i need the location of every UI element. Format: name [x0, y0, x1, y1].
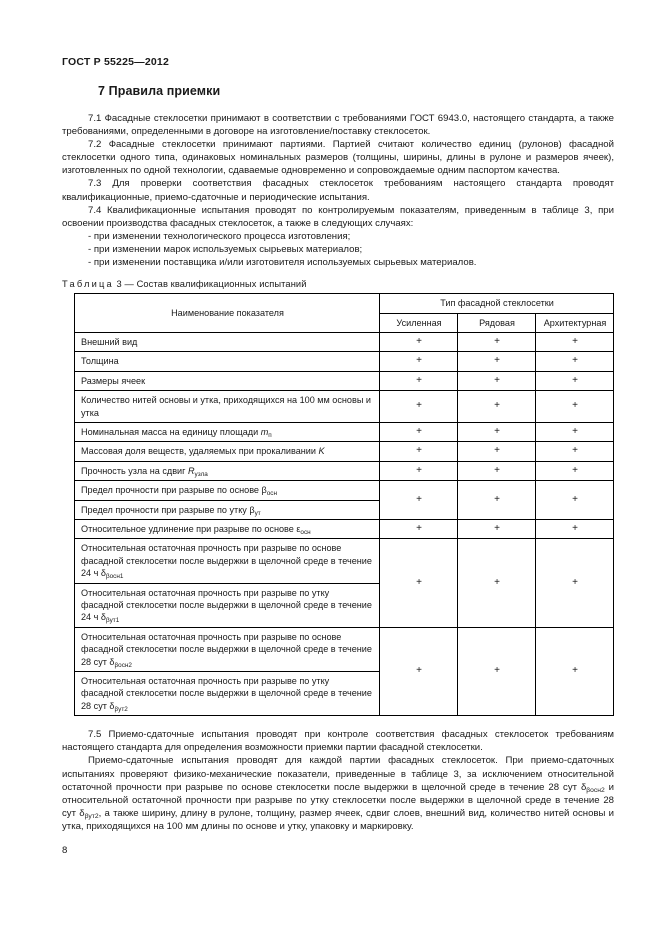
qualification-tests-table [74, 293, 614, 716]
table-cell-indicator: Номинальная масса на единицу площади $m_п$ [75, 422, 380, 441]
table-row [75, 520, 614, 539]
table-cell-indicator: Относительная остаточная прочность при разрыве по утку фасадной стеклосетки после выдержки в щелочной среде в течение 24 ч $\delta_{\beta ут1}$ [75, 583, 380, 627]
table-cell-mark: + [458, 352, 536, 371]
page-header: ГОСТ Р 55225—2012 [62, 56, 170, 68]
table-cell-mark: + [380, 539, 458, 627]
table-row [75, 332, 614, 351]
subscript: п [268, 431, 272, 439]
subscript: узла [194, 470, 208, 478]
table-caption-text: — Состав квалификационных испытаний [124, 279, 307, 290]
table-caption-label: Таблица [62, 279, 114, 290]
table-cell-mark: + [458, 539, 536, 627]
table-row [75, 442, 614, 461]
page-content [62, 84, 614, 833]
tail-section [62, 728, 614, 833]
table-cell-mark: + [536, 442, 614, 461]
table-row [75, 391, 614, 423]
section-title: 7 Правила приемки [98, 84, 221, 98]
tail-subscript-1: βосн2 [586, 786, 605, 794]
table-cell-indicator: Относительная остаточная прочность при разрыве по основе фасадной стеклосетки после выдержки в щелочной среде в течение 24 ч $\delta_{\beta осн1}$ [75, 539, 380, 583]
table-row [75, 352, 614, 371]
table-cell-indicator: Относительное удлинение при разрыве по основе $\varepsilon_{осн}$ [75, 520, 380, 539]
table-cell-mark: + [458, 422, 536, 441]
table-cell-mark: + [380, 461, 458, 480]
table-cell-mark: + [536, 461, 614, 480]
column-header-name: Наименование показателя [75, 294, 380, 333]
table-cell-mark: + [458, 371, 536, 390]
column-header-type-architectural: Архитектурная [536, 313, 614, 332]
paragraph-acceptance-tests [62, 754, 614, 833]
table-cell-mark: + [458, 627, 536, 715]
table-cell-indicator: Прочность узла на сдвиг $R_{узла}$ [75, 461, 380, 480]
table-cell-indicator: Массовая доля веществ, удаляемых при прокаливании K [75, 442, 380, 461]
table-cell-mark: + [458, 332, 536, 351]
column-header-type-reinforced: Усиленная [380, 313, 458, 332]
subscript: βут2 [114, 705, 128, 713]
table-cell-mark: + [380, 627, 458, 715]
table-cell-mark: + [536, 520, 614, 539]
table-cell-indicator: Внешний вид [75, 332, 380, 351]
table-caption [62, 279, 614, 289]
table-cell-mark: + [458, 481, 536, 520]
table-cell-indicator: Предел прочности при разрыве по утку $\beta_{ут}$ [75, 500, 380, 519]
table-cell-mark: + [380, 352, 458, 371]
list-item: - при изменении поставщика и/или изготовителя используемых сырьевых материалов. [88, 257, 477, 269]
table-cell-mark: + [458, 461, 536, 480]
table-cell-indicator: Относительная остаточная прочность при разрыве по утку фасадной стеклосетки после выдержки в щелочной среде в течение 28 сут $\delta_{\beta ут2}$ [75, 672, 380, 716]
table-cell-mark: + [458, 442, 536, 461]
table-cell-mark: + [380, 371, 458, 390]
math-symbol: m [260, 426, 269, 437]
list-item: - при изменении марок используемых сырьевых материалов; [88, 243, 363, 255]
table-cell-mark: + [536, 332, 614, 351]
table-cell-mark: + [536, 371, 614, 390]
tail-text-part-3: , а также ширину, длину в рулоне, толщину, размер ячеек, сдвиг слоев, внешний вид, количество нитей основы и утка, приходящихся на 100 мм длины по основе и утку, упаковку и маркировку. [62, 807, 614, 832]
table-cell-indicator: Относительная остаточная прочность при разрыве по основе фасадной стеклосетки после выдержки в щелочной среде в течение 28 сут $\delta_{\beta осн2}$ [75, 627, 380, 671]
table-cell-mark: + [536, 391, 614, 423]
table-header-row [75, 294, 614, 313]
table-cell-indicator: Предел прочности при разрыве по основе $\beta_{осн}$ [75, 481, 380, 500]
table-cell-mark: + [536, 422, 614, 441]
subscript: βут1 [105, 617, 120, 625]
table-cell-mark: + [536, 352, 614, 371]
table-body [75, 332, 614, 715]
table-cell-indicator: Количество нитей основы и утка, приходящихся на 100 мм основы и утка [75, 391, 380, 423]
tail-subscript-2: βут2 [84, 812, 99, 820]
tail-text-part-1: Приемо-сдаточные испытания проводят для каждой партии фасадных стеклосеток. При приемо-сдаточных испытаниях проверяют физико-механические показатели, приведенные в таблице 3, за исключением относительной остаточной прочности при разрыве по основе стеклосетки после выдержки в щелочной среде в течение 28 сут δ [62, 755, 614, 793]
table-cell-mark: + [380, 520, 458, 539]
table-cell-mark: + [380, 481, 458, 520]
table-cell-indicator: Размеры ячеек [75, 371, 380, 390]
paragraph-7-4: 7.4 Квалификационные испытания проводят по контролируемым показателям, приведенным в таблице 3, при освоении производства фасадных стеклосеток, а также в следующих случаях: [62, 204, 614, 229]
table-cell-mark: + [536, 627, 614, 715]
table-row [75, 422, 614, 441]
table-row [75, 481, 614, 500]
table-cell-mark: + [536, 539, 614, 627]
table-cell-indicator: Толщина [75, 352, 380, 371]
subscript: ут [254, 509, 261, 517]
table-row [75, 371, 614, 390]
table-row [75, 461, 614, 480]
table-cell-mark: + [380, 332, 458, 351]
subscript: осн [266, 489, 277, 497]
table-row [75, 627, 614, 671]
column-header-group: Тип фасадной стеклосетки [380, 294, 614, 313]
table-cell-mark: + [458, 520, 536, 539]
table-cell-mark: + [536, 481, 614, 520]
subscript: осн [300, 528, 311, 536]
table-cell-mark: + [458, 391, 536, 423]
table-cell-mark: + [380, 422, 458, 441]
math-symbol: R [187, 465, 195, 476]
paragraph-7-5: 7.5 Приемо-сдаточные испытания проводят при контроле соответствия фасадных стеклосеток требованиям настоящего стандарта для определения возможности приемки партии фасадной стеклосетки. [62, 729, 614, 754]
table-cell-mark: + [380, 442, 458, 461]
table-caption-number: 3 [116, 279, 122, 290]
math-symbol: K [318, 446, 325, 457]
table-row [75, 539, 614, 583]
page-number: 8 [62, 845, 68, 856]
list-item: - при изменении технологического процесса изготовления; [88, 230, 351, 242]
paragraph-7-3: 7.3 Для проверки соответствия фасадных стеклосеток требованиям настоящего стандарта проводят квалификационные, приемо-сдаточные и периодические испытания. [62, 178, 614, 203]
column-header-type-standard: Рядовая [458, 313, 536, 332]
subscript: βосн1 [105, 573, 124, 580]
paragraph-7-1: 7.1 Фасадные стеклосетки принимают в соответствии с требованиями ГОСТ 6943.0, настоящего стандарта, а также требованиями, определенными в договоре на изготовление/поставку стеклосеток. [62, 113, 614, 138]
paragraph-7-2: 7.2 Фасадные стеклосетки принимают партиями. Партией считают количество единиц (рулонов) фасадной стеклосетки одного типа, одинаковых номинальных размеров (толщины, ширины, длины в рулоне и размеров ячеек), изготовленных по одной технологии, сдаваемые одновременно и сопровождаемые одним паспортом качества. [62, 139, 614, 177]
subscript: βосн2 [114, 661, 132, 669]
tail-text-part-2: и относительной остаточной прочности при разрыве по утку стеклосетки после выдержки в щелочной среде в течение 28 сут δ [62, 781, 615, 819]
table-cell-mark: + [380, 391, 458, 423]
